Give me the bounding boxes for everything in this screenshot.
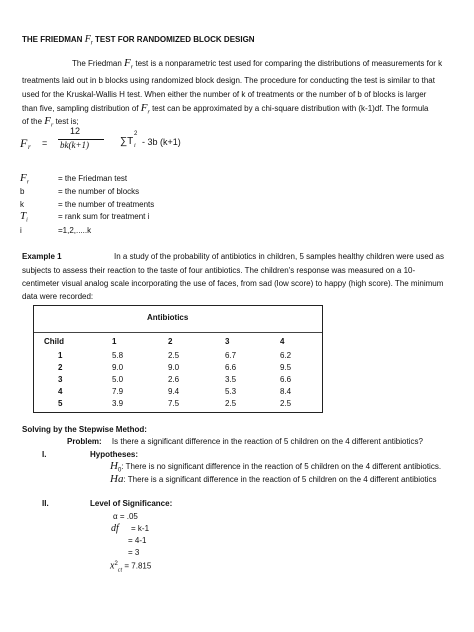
- table-cell: 3: [58, 375, 63, 384]
- formula-denominator: bk(k+1): [60, 140, 90, 150]
- intro-line-3: used for the Kruskal-Wallis H test. When either the number of k of treatments or the number of b of blocks is larger: [22, 90, 427, 99]
- formula-numerator: 12: [70, 126, 81, 136]
- table-row: [34, 363, 322, 375]
- formula-lhs: F: [20, 136, 28, 150]
- table-cell: 5.0: [112, 375, 124, 384]
- definition-ti: $T_i$ = rank sum for treatment i: [20, 210, 150, 224]
- table-header-cell: 2: [168, 337, 173, 346]
- table-row: [34, 399, 322, 411]
- table-cell: 6.2: [280, 351, 292, 360]
- example-line-4: data were recorded:: [22, 292, 94, 301]
- table-header-cell: 4: [280, 337, 285, 346]
- example-line-2: subjects to assess their reaction to the taste of four antibiotics. The children's response was measured on a 10-: [22, 266, 416, 275]
- table-cell: 9.4: [168, 387, 180, 396]
- null-hypothesis: $H_0$: There is no significant difference in the reaction of 5 children on the 4 different antibiotics.: [110, 460, 442, 474]
- step-2-number: II.: [42, 499, 49, 508]
- df-substitution: = 4-1: [128, 536, 147, 545]
- formula-equals: =: [42, 138, 48, 148]
- formula-lhs-sub: r: [28, 143, 31, 151]
- problem-line: [67, 436, 423, 447]
- critical-value: $x^2_{ct} = 7.815$: [110, 560, 152, 574]
- h0-symbol: H: [110, 460, 118, 472]
- table-header-row: [34, 337, 322, 349]
- table-cell: 2.5: [168, 351, 180, 360]
- title-symbol-sub: r: [90, 40, 93, 47]
- data-table: [33, 305, 323, 413]
- def-text: = the number of blocks: [58, 187, 140, 196]
- example-line-3: centimeter visual analog scale incorporating the use of faces, from sad (low score) to happy (high score). The minimum: [22, 279, 444, 288]
- h0-text: : There is no significant difference in the reaction of 5 children on the 4 different antibiotics.: [121, 462, 442, 471]
- table-cell: 2.5: [280, 399, 292, 408]
- table-cell: 6.6: [225, 363, 237, 372]
- problem-text: Is there a significant difference in the reaction of 5 children on the 4 different antibiotics?: [111, 437, 423, 446]
- definition-k: [20, 199, 154, 210]
- step-1-number: I.: [42, 450, 47, 459]
- def-symbol: T: [20, 210, 27, 222]
- table-cell: 6.7: [225, 351, 237, 360]
- table-cell: 9.0: [168, 363, 180, 372]
- formula-sum: ∑T: [120, 136, 134, 147]
- table-cell: 5.8: [112, 351, 124, 360]
- alt-hypothesis: [110, 474, 437, 485]
- definition-fr: $F_r$ = the Friedman test: [20, 172, 128, 186]
- document-title: [22, 34, 255, 47]
- ha-symbol: Ha: [110, 473, 124, 485]
- def-text: = the Friedman test: [58, 174, 128, 183]
- table-cell: 9.0: [112, 363, 124, 372]
- intro-line-5: of the $F_r$ test is;: [22, 115, 79, 129]
- intro-line-1: The Friedman $F_r$ test is a nonparametric test used for comparing the distributions of measurements for k: [72, 57, 443, 71]
- solving-heading: Solving by the Stepwise Method:: [22, 425, 147, 434]
- table-row: [34, 387, 322, 399]
- def-text: =1,2,.....k: [58, 226, 92, 235]
- formula-tail: - 3b (k+1): [142, 137, 181, 147]
- def-text: = the number of treatments: [58, 200, 155, 209]
- table-divider: [34, 332, 322, 333]
- table-cell: 9.5: [280, 363, 292, 372]
- definition-b: [20, 186, 139, 197]
- table-cell: 5: [58, 399, 63, 408]
- table-cell: 7.9: [112, 387, 124, 396]
- title-text-end: TEST FOR RANDOMIZED BLOCK DESIGN: [95, 35, 255, 44]
- table-header-cell: Child: [44, 337, 64, 346]
- def-symbol: F: [20, 172, 27, 184]
- table-header-cell: 1: [112, 337, 117, 346]
- def-text: = rank sum for treatment i: [58, 212, 150, 221]
- def-symbol: k: [20, 200, 24, 209]
- df-value: = 3: [128, 548, 140, 557]
- definition-i: [20, 225, 91, 236]
- table-cell: 2.6: [168, 375, 180, 384]
- intro-line-4: than five, sampling distribution of $F_r$ test can be approximated by a chi-square distribution with (k-1)df. The formula: [22, 102, 429, 116]
- table-cell: 8.4: [280, 387, 292, 396]
- formula-sum-sup: 2: [134, 131, 138, 137]
- table-row: [34, 375, 322, 387]
- table-cell: 5.3: [225, 387, 237, 396]
- title-symbol: F: [84, 34, 91, 45]
- problem-label: Problem:: [67, 437, 102, 446]
- df-symbol: df: [111, 523, 119, 534]
- intro-line-2: treatments laid out in b blocks using randomized block design. The procedure for conducting the test is similar to that: [22, 76, 435, 85]
- formula-sum-sub: i: [134, 143, 136, 149]
- chi-symbol: x: [110, 560, 115, 572]
- ha-text: : There is a significant difference in the reaction of 5 children on the 4 different antibiotics: [123, 475, 437, 484]
- step-2-title: Level of Significance:: [90, 499, 173, 508]
- table-cell: 1: [58, 351, 63, 360]
- alpha-value: α = .05: [113, 512, 138, 521]
- table-cell: 2.5: [225, 399, 237, 408]
- step-1-title: Hypotheses:: [90, 450, 139, 459]
- table-row: [34, 351, 322, 363]
- table-caption: Antibiotics: [147, 313, 189, 322]
- table-cell: 3.5: [225, 375, 237, 384]
- df-formula: df = k-1: [111, 523, 150, 534]
- table-cell: 4: [58, 387, 63, 396]
- table-cell: 6.6: [280, 375, 292, 384]
- title-text-start: THE FRIEDMAN: [22, 35, 83, 44]
- table-header-cell: 3: [225, 337, 230, 346]
- table-cell: 7.5: [168, 399, 180, 408]
- def-symbol: b: [20, 187, 25, 196]
- table-cell: 2: [58, 363, 63, 372]
- def-symbol: i: [20, 226, 22, 235]
- table-cell: 3.9: [112, 399, 124, 408]
- example-label: Example 1: [22, 252, 62, 261]
- example-line-1: In a study of the probability of antibiotics in children, 5 samples healthy children were used as: [114, 252, 444, 261]
